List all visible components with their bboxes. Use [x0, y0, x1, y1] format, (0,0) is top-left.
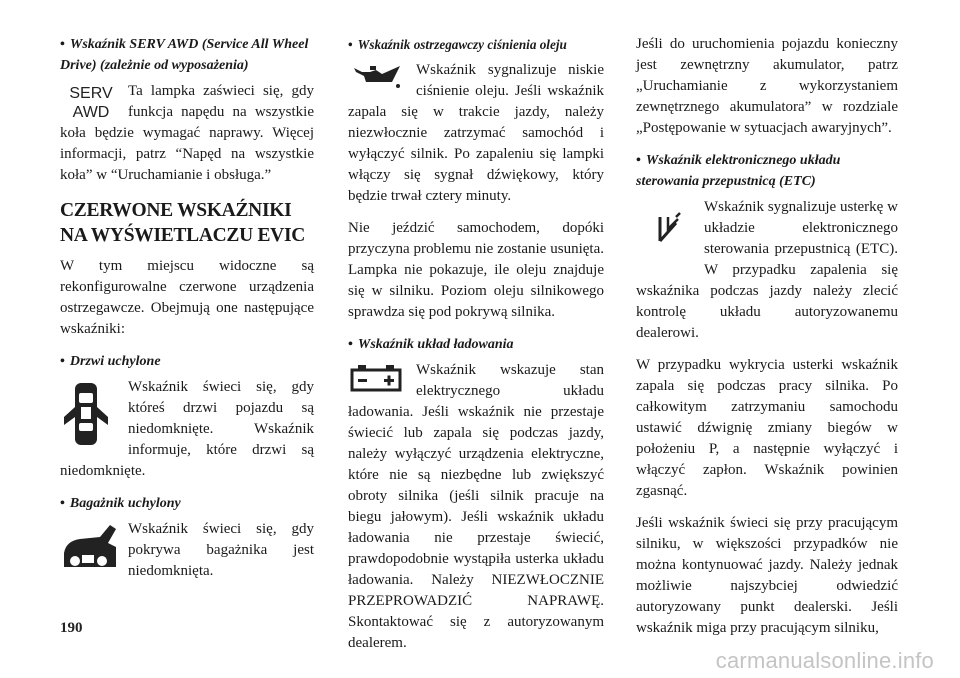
oil-pressure-text2: Nie jeździć samochodem, dopóki przyczyna problemu nie zostanie usunięta. Lampka nie pokazuje, ile oleju znajduje się w silniku. Poziom oleju silnikowego sprawdza się pod pokrywą silnika. — [348, 220, 604, 320]
column-right — [636, 34, 898, 639]
etc-heading: • Wskaźnik elektronicznego układu sterowania przepustnicą (ETC) — [636, 153, 841, 189]
serv-awd-icon-line1: SERV — [69, 85, 113, 102]
etc-paragraph-3: Jeśli wskaźnik świeci się przy pracującym silniku, w większości przypadków nie można kontynuować jazdy. Należy jednak możliwie najszybciej odwiedzić autoryzowany punkt dealerski. Jeśli wskaźnik miga przy pracującym silniku, — [636, 515, 898, 636]
watermark: carmanualsonline.info — [715, 648, 934, 673]
etc-text: Wskaźnik sygnalizuje usterkę w układzie elektronicznego sterowania przepustnicą (ETC). W przypadku zapalenia się wskaźnika podczas jazdy należy zlecić kontrolę układu autoryzowanemu dealerowi. — [636, 199, 898, 341]
door-ajar-icon — [60, 377, 122, 459]
oil-pressure-text: Wskaźnik sygnalizuje niskie ciśnienie oleju. Jeśli wskaźnik zapala się w trakcie jazdy, należy niezwłocznie zatrzymać samochód i wyłączyć silnik. Po zapaleniu się lampki włączy się sygnał dźwiękowy, który będzie trwał cztery minuty. — [348, 62, 604, 204]
section-title-line2: NA WYŚWIETLACZU EVIC — [60, 225, 306, 246]
oil-can-icon — [348, 60, 410, 100]
serv-awd-text: Ta lampka zaświeci się, gdy funkcja napędu na wszystkie koła będzie wymagać naprawy. Więcej informacji, patrz “Napęd na wszystkie koła” w “Uruchamianie i obsługa.” — [60, 83, 314, 183]
trunk-ajar-icon — [60, 519, 122, 579]
section-title-line1: CZERWONE WSKAŹNIKI — [60, 200, 292, 221]
serv-awd-heading: • Wskaźnik SERV AWD (Service All Wheel Drive) (zależnie od wyposażenia) — [60, 37, 309, 73]
etc-paragraph-2: W przypadku wykrycia usterki wskaźnik zapala się podczas pracy silnika. Po całkowitym zatrzymaniu samochodu ustawić dźwignię zmiany biegów w położeniu P, a następnie wyłączyć i włączyć zapłon. Wskaźnik powinien zgasnąć. — [636, 357, 898, 499]
throttle-icon — [636, 197, 698, 267]
serv-awd-icon — [60, 81, 122, 122]
charging-text: Wskaźnik wskazuje stan elektrycznego układu ładowania. Jeśli wskaźnik nie przestaje świecić lub zapala się podczas jazdy, należy wyłączyć urządzenia elektryczne, które nie są niezbędne lub zwiększyć obroty silnika (jeśli silnik pracuje na biegu jałowym). Jeśli wskaźnik układu ładowania nie przestaje świecić, prawdopodobnie wystąpiła usterka układu ładowania. Należy NIEZWŁOCZNIE PRZEPROWADZIĆ NAPRAWĘ. Skontaktować się z autoryzowanym dealerem. — [348, 362, 604, 651]
column-middle — [348, 34, 604, 654]
door-ajar-text: Wskaźnik świeci się, gdy któreś drzwi pojazdu są niedomknięte. Wskaźnik informuje, które drzwi są niedomknięte. — [60, 379, 314, 479]
serv-awd-icon-line2: AWD — [72, 104, 110, 121]
section-intro: W tym miejscu widoczne są rekonfigurowalne czerwone urządzenia ostrzegawcze. Obejmują one następujące wskaźniki: — [60, 258, 314, 337]
page-number: 190 — [60, 620, 83, 636]
door-ajar-heading: • Drzwi uchylone — [60, 354, 161, 369]
charging-heading: • Wskaźnik układ ładowania — [348, 337, 514, 352]
trunk-ajar-text: Wskaźnik świeci się, gdy pokrywa bagażnika jest niedomknięta. — [128, 521, 314, 579]
oil-pressure-heading: • Wskaźnik ostrzegawczy ciśnienia oleju — [348, 37, 567, 52]
trunk-ajar-heading: • Bagażnik uchylony — [60, 496, 181, 511]
jump-start-text: Jeśli do uruchomienia pojazdu konieczny jest zewnętrzny akumulator, patrz „Uruchamianie z wykorzystaniem zewnętrznego akumulatora” w rozdziale „Postępowanie w sytuacjach awaryjnych”. — [636, 36, 898, 136]
battery-icon — [348, 360, 410, 400]
section-title — [60, 198, 314, 248]
column-left — [60, 34, 314, 582]
